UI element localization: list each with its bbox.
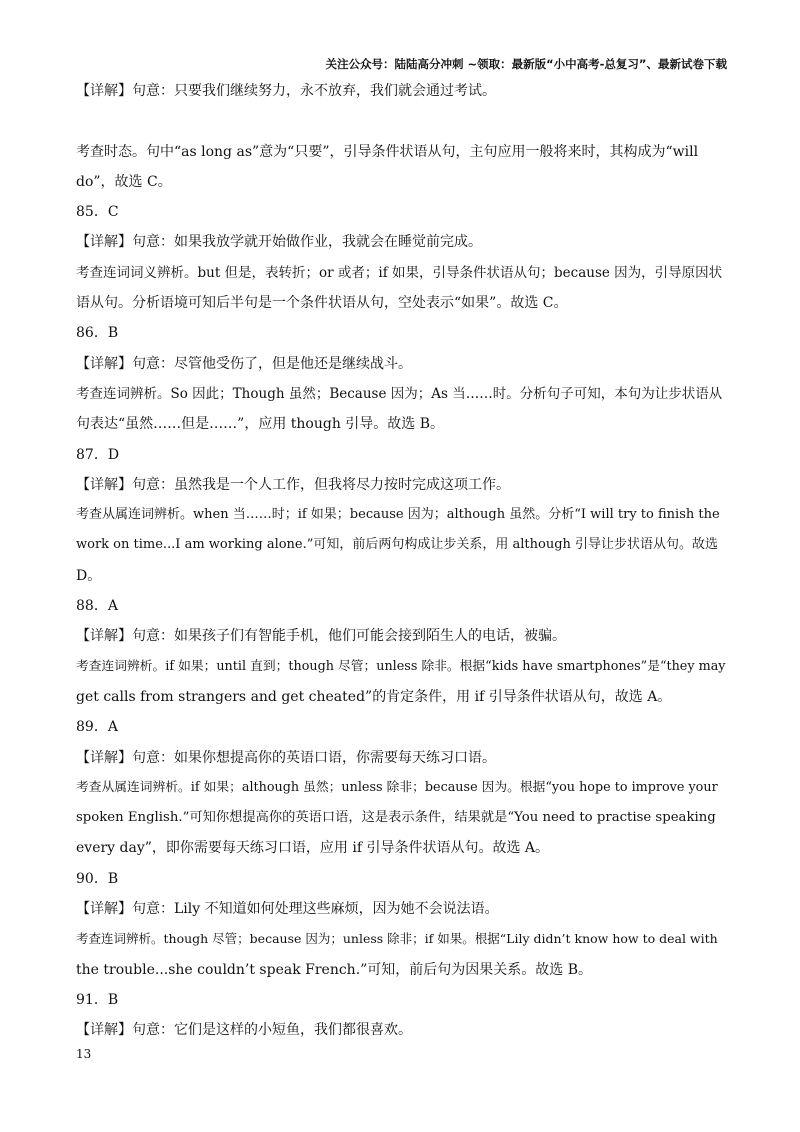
text-line: 考查连词辨析。if 如果；until 直到；though 尽管；unless 除非。根据“kids have smartphones”是“they may	[76, 658, 726, 674]
text-line: 考查连词辨析。So 因此；Though 虽然；Because 因为；As 当……时。分析句子可知，本句为让步状语从	[76, 385, 723, 402]
text-line: 【详解】句意：只要我们继续努力，永不放弃，我们就会通过考试。	[76, 83, 496, 99]
text-line: 考查连词辨析。though 尽管；because 因为；unless 除非；if 如果。根据“Lily didn’t know how to deal with	[76, 931, 718, 947]
text-line: 【详解】句意：它们是这样的小短鱼，我们都很喜欢。	[76, 1022, 412, 1039]
page-header: 关注公众号：陆陆高分冲刺 ~领取：最新版“小中高考-总复习”、最新试卷下载	[325, 57, 727, 71]
text-line: 【详解】句意：如果孩子们有智能手机，他们可能会接到陌生人的电话，被骗。	[76, 628, 566, 645]
text-line: 语从句。分析语境可知后半句是一个条件状语从句，空处表示“如果”。故选 C。	[76, 295, 568, 312]
question-number: 86．B	[76, 325, 119, 342]
text-line: every day”，即你需要每天练习口语，应用 if 引导条件状语从句。故选 A。	[76, 840, 550, 857]
page-content	[76, 76, 726, 1046]
text-line: 考查时态。句中“as long as”意为“只要”，引导条件状语从句，主句应用一般将来时，其构成为“will	[76, 143, 699, 160]
text-line: 【详解】句意：Lily 不知道如何处理这些麻烦，因为她不会说法语。	[76, 901, 499, 918]
question-number: 88．A	[76, 598, 118, 615]
text-line: 【详解】句意：尽管他受伤了，但是他还是继续战斗。	[76, 355, 412, 372]
question-number: 87．D	[76, 446, 120, 463]
text-line: 【详解】句意：虽然我是一个人工作，但我将尽力按时完成这项工作。	[76, 476, 510, 493]
text-line: do”，故选 C。	[76, 173, 172, 190]
text-line: 【详解】句意：如果你想提高你的英语口语，你需要每天练习口语。	[76, 749, 496, 766]
text-line: 句表达“虽然……但是……”，应用 though 引导。故选 B。	[76, 416, 445, 433]
blank-line	[76, 106, 726, 136]
question-number: 89．A	[76, 719, 118, 736]
text-line: 考查从属连词辨析。if 如果；although 虽然；unless 除非；because 因为。根据“you hope to improve your	[76, 779, 718, 795]
text-line: get calls from strangers and get cheated”的肯定条件，用 if 引导条件状语从句，故选 A。	[76, 688, 672, 705]
text-line: the trouble...she couldn’t speak French.”可知，前后句为因果关系。故选 B。	[76, 961, 593, 978]
question-number: 90．B	[76, 870, 119, 887]
text-line: spoken English.”可知你想提高你的英语口语，这是表示条件，结果就是“You need to practise speaking	[76, 810, 716, 826]
text-line: 考查从属连词辨析。when 当……时；if 如果；because 因为；although 虽然。分析“I will try to finish the	[76, 507, 720, 523]
page-number: 13	[76, 1047, 92, 1061]
text-line: 【详解】句意：如果我放学就开始做作业，我就会在睡觉前完成。	[76, 234, 482, 251]
text-line: work on time...I am working alone.”可知，前后两句构成让步关系，用 although 引导让步状语从句。故选	[76, 537, 719, 553]
question-number: 85．C	[76, 204, 119, 221]
text-line: D。	[76, 567, 102, 584]
question-number: 91．B	[76, 991, 119, 1008]
text-line: 考查连词词义辨析。but 但是，表转折；or 或者；if 如果，引导条件状语从句；because 因为，引导原因状	[76, 264, 723, 281]
